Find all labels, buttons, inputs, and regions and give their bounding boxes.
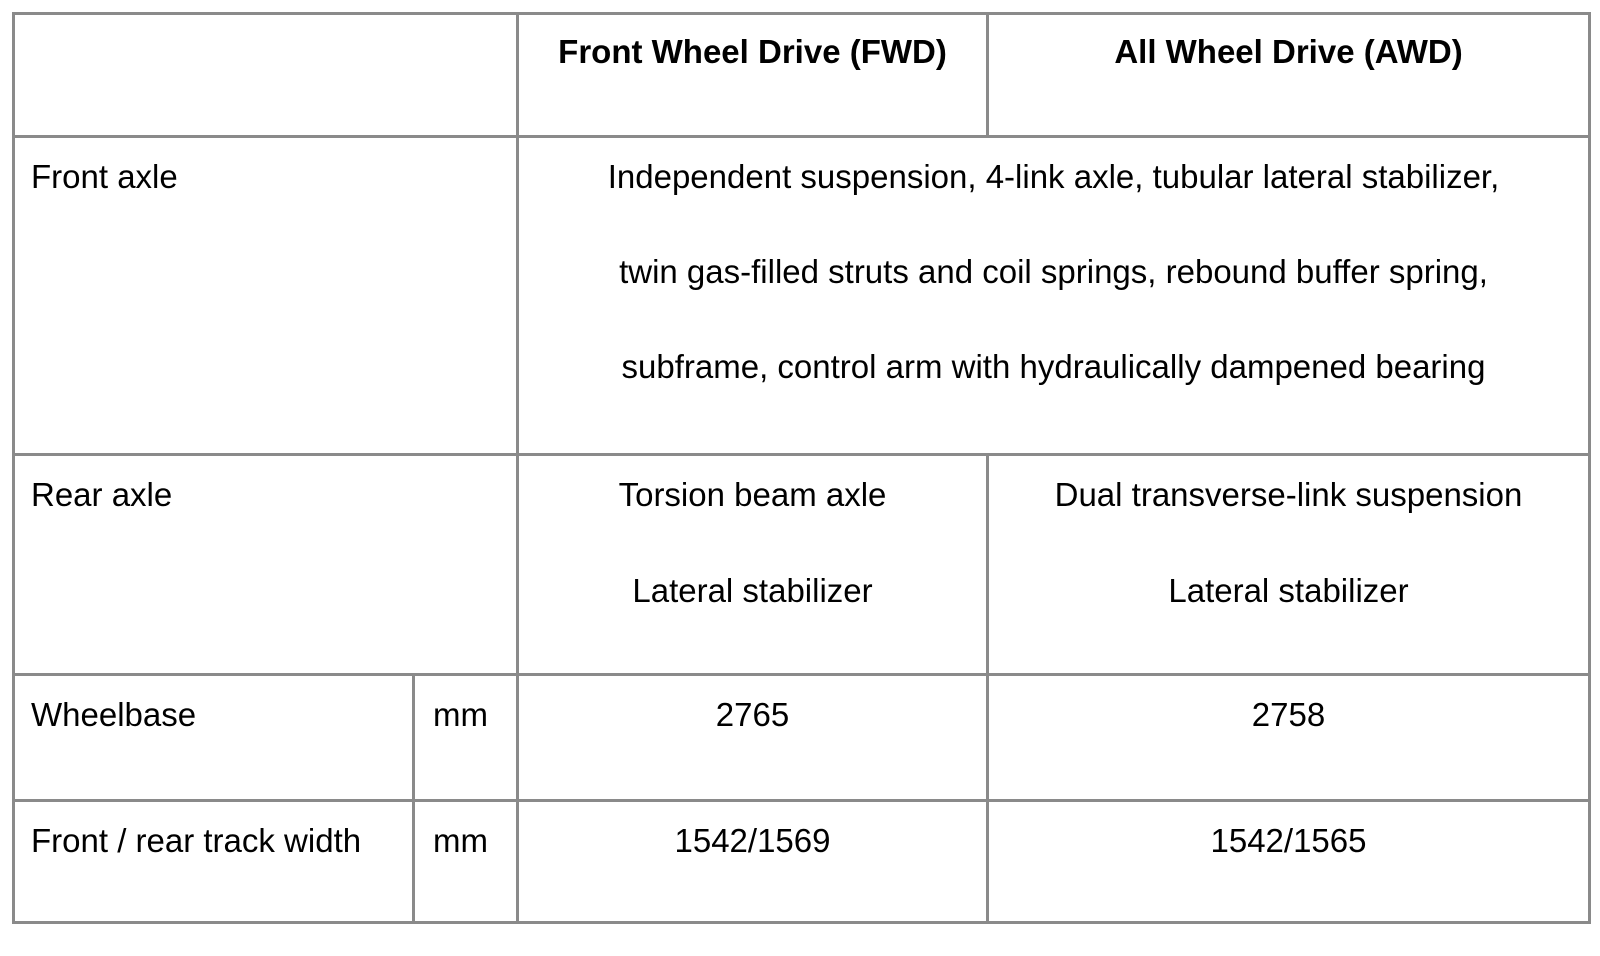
header-awd: All Wheel Drive (AWD) bbox=[988, 14, 1590, 137]
front-axle-line-2: twin gas-filled struts and coil springs, rebound buffer spring, bbox=[619, 253, 1488, 290]
wheelbase-row bbox=[14, 675, 1590, 801]
rear-axle-awd-line-1: Dual transverse-link suspension bbox=[1054, 476, 1523, 513]
front-axle-label: Front axle bbox=[14, 137, 518, 455]
vehicle-spec-table bbox=[12, 12, 1591, 924]
wheelbase-awd: 2758 bbox=[988, 675, 1590, 801]
wheelbase-fwd: 2765 bbox=[518, 675, 988, 801]
front-axle-line-1: Independent suspension, 4-link axle, tubular lateral stabilizer, bbox=[607, 158, 1500, 195]
wheelbase-label: Wheelbase bbox=[14, 675, 414, 801]
track-width-awd: 1542/1565 bbox=[988, 801, 1590, 923]
rear-axle-awd-line-2: Lateral stabilizer bbox=[1168, 572, 1409, 609]
track-width-unit: mm bbox=[414, 801, 518, 923]
rear-axle-fwd-line-2: Lateral stabilizer bbox=[632, 572, 873, 609]
wheelbase-unit: mm bbox=[414, 675, 518, 801]
header-row bbox=[14, 14, 1590, 137]
rear-axle-row bbox=[14, 455, 1590, 675]
rear-axle-fwd-line-1: Torsion beam axle bbox=[618, 476, 887, 513]
front-axle-row bbox=[14, 137, 1590, 455]
front-axle-description bbox=[518, 137, 1590, 455]
rear-axle-label: Rear axle bbox=[14, 455, 518, 675]
track-width-row bbox=[14, 801, 1590, 923]
rear-axle-fwd bbox=[518, 455, 988, 675]
header-fwd: Front Wheel Drive (FWD) bbox=[518, 14, 988, 137]
rear-axle-awd bbox=[988, 455, 1590, 675]
front-axle-line-3: subframe, control arm with hydraulically dampened bearing bbox=[621, 348, 1486, 385]
track-width-fwd: 1542/1569 bbox=[518, 801, 988, 923]
header-empty-cell bbox=[14, 14, 518, 137]
track-width-label: Front / rear track width bbox=[14, 801, 414, 923]
